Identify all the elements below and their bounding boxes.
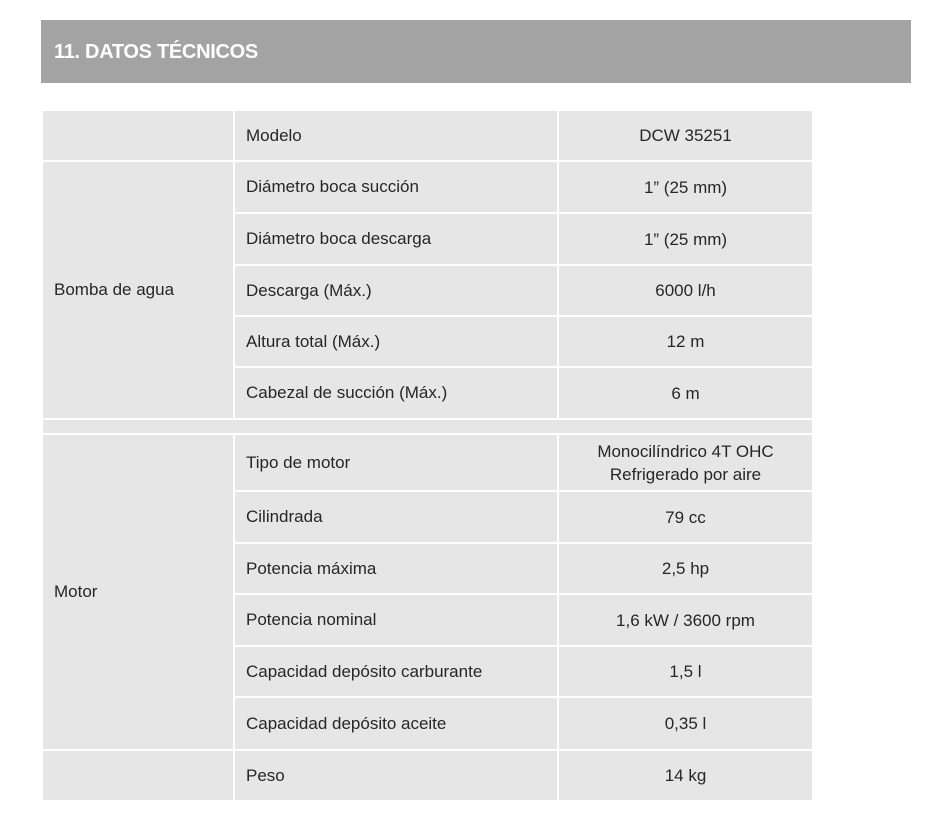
table-row-label xyxy=(235,368,557,418)
spec-label: Cilindrada xyxy=(246,507,323,526)
spec-value-line: Monocilíndrico 4T OHC xyxy=(597,441,774,461)
spec-value: 2,5 hp xyxy=(661,559,710,578)
table-row-label xyxy=(235,698,557,749)
table-row-value xyxy=(559,698,812,749)
table-row-value xyxy=(559,214,812,264)
spec-label: Potencia nominal xyxy=(246,610,377,629)
spec-label: Descarga (Máx.) xyxy=(246,280,372,300)
spec-value: 12 m xyxy=(666,332,705,351)
header-value-cell xyxy=(559,111,812,160)
table-row-value xyxy=(559,162,812,212)
table-row-value xyxy=(559,368,812,418)
table-row-value xyxy=(559,751,812,800)
table-row-label xyxy=(235,595,557,645)
group-label-bomba: Bomba de agua xyxy=(54,280,175,299)
spec-value: 6000 l/h xyxy=(655,281,716,300)
header-model-label: Modelo xyxy=(246,125,302,145)
table-row-label xyxy=(235,266,557,315)
header-label-cell xyxy=(235,111,557,160)
section-header xyxy=(41,20,911,83)
table-row-label xyxy=(235,751,557,800)
table-row-label xyxy=(235,544,557,593)
group-spacer xyxy=(43,420,812,433)
spec-label: Tipo de motor xyxy=(246,452,351,472)
header-group-cell xyxy=(43,111,233,160)
table-row-label xyxy=(235,317,557,366)
group-cell-motor xyxy=(43,435,233,749)
spec-label: Diámetro boca descarga xyxy=(246,229,432,248)
spec-label: Capacidad depósito carburante xyxy=(246,661,483,681)
table-row-label xyxy=(235,214,557,264)
group-label-motor: Motor xyxy=(54,582,98,601)
table-row-label xyxy=(235,647,557,696)
table-row-value xyxy=(559,317,812,366)
spec-value: 0,35 l xyxy=(664,714,707,733)
table-row-label xyxy=(235,435,557,490)
table-row-label xyxy=(235,492,557,542)
spec-label: Capacidad depósito aceite xyxy=(246,713,447,733)
table-row-value xyxy=(559,492,812,542)
spec-label: Potencia máxima xyxy=(246,558,377,578)
spec-label: Altura total (Máx.) xyxy=(246,331,381,351)
spec-value: 1” (25 mm) xyxy=(643,229,728,249)
header-model-value: DCW 35251 xyxy=(639,126,732,145)
table-row-value xyxy=(559,435,812,490)
spec-value: 1,5 l xyxy=(669,662,702,681)
table-row-value xyxy=(559,544,812,593)
spec-value: 1” (25 mm) xyxy=(643,177,728,197)
spec-value-line: Refrigerado por aire xyxy=(609,464,762,484)
spec-label: Cabezal de succión (Máx.) xyxy=(246,383,448,402)
spec-value: 6 m xyxy=(671,383,700,403)
spec-value: 79 cc xyxy=(665,507,706,527)
spec-value: 1,6 kW / 3600 rpm xyxy=(616,610,755,630)
table-row-value xyxy=(559,647,812,696)
spec-label: Peso xyxy=(246,765,285,785)
table-row-label xyxy=(235,162,557,212)
spec-label: Diámetro boca succión xyxy=(246,177,419,196)
section-title: 11. DATOS TÉCNICOS xyxy=(54,41,258,63)
spec-value: 14 kg xyxy=(664,766,707,785)
table-row-value xyxy=(559,266,812,315)
table-row-value xyxy=(559,595,812,645)
group-cell-empty xyxy=(43,751,233,800)
group-cell-bomba xyxy=(43,162,233,418)
